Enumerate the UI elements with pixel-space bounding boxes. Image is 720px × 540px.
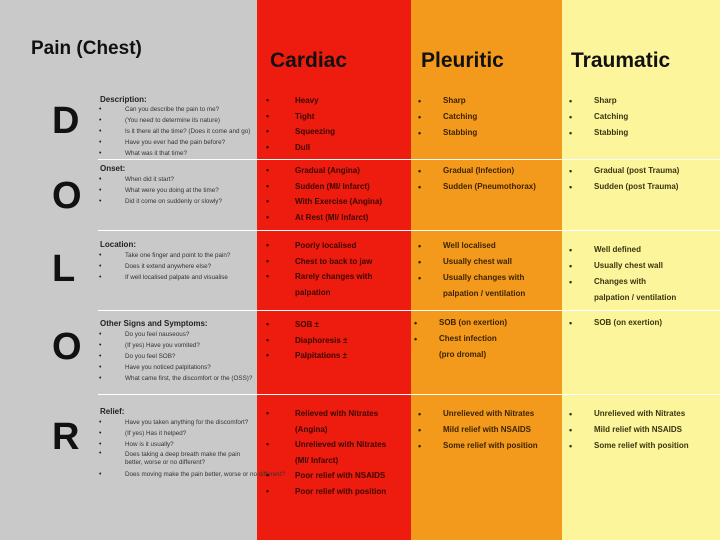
cardiac-item: (Angina) [295,424,328,434]
column-header-cardiac: Cardiac [270,49,348,72]
traumatic-item: • Stabbing [569,125,628,141]
cardiac-item: • Poor relief with position [266,484,386,500]
cardiac-item: • SOB ± [266,317,347,333]
question-item: • (If yes) Have you vomited? [98,340,252,351]
pleuritic-item: • Unrelieved with Nitrates [418,406,538,422]
mnemonic-letter: O [52,326,82,368]
traumatic-item: • Gradual (post Trauma) [569,163,679,179]
description-questions [98,104,250,159]
traumatic-relief [569,406,689,454]
pleuritic-item: • Gradual (Infection) [418,163,536,179]
pleuritic-item: • Sharp [418,93,477,109]
traumatic-item: • Mild relief with NSAIDS [569,422,689,438]
pleuritic-location [418,238,525,302]
section-label-description: Description: [100,95,147,104]
question-item: • What were you doing at the time? [98,185,222,196]
question-item: • Have you noticed palpitations? [98,362,252,373]
pleuritic-other-signs [414,315,507,363]
location-questions [98,250,230,283]
pleuritic-item: • Some relief with position [418,438,538,454]
traumatic-item: palpation / ventilation [594,293,677,302]
cardiac-item: • Gradual (Angina) [266,163,382,179]
cardiac-item: • Relieved with Nitrates [266,406,386,422]
traumatic-item: • SOB (on exertion) [569,315,662,331]
section-label-location: Location: [100,240,136,249]
cardiac-item: • Unrelieved with Nitrates [266,437,386,453]
cardiac-item: • Poor relief with NSAIDS [266,468,386,484]
traumatic-item: • Unrelieved with Nitrates [569,406,689,422]
pleuritic-item: • Chest infection [414,331,507,347]
question-item: • What came first, the discomfort or the (OSS)? [98,373,252,384]
column-header-traumatic: Traumatic [571,49,671,72]
mnemonic-letter: R [52,416,80,458]
row-divider [98,394,720,395]
question-item: • Take one finger and point to the pain? [98,250,230,261]
cardiac-item: • Rarely changes with [266,269,372,285]
mnemonic-letter: L [52,248,76,290]
relief-questions [98,417,285,480]
cardiac-item: (MI/ Infarct) [295,455,339,465]
traumatic-item: • Sharp [569,93,628,109]
pleuritic-item: • Stabbing [418,125,477,141]
pleuritic-item: • SOB (on exertion) [414,315,507,331]
pleuritic-item: • Well localised [418,238,525,254]
pleuritic-item: • Usually changes with [418,270,525,286]
traumatic-item: • Sudden (post Trauma) [569,179,679,195]
cardiac-relief [266,406,386,499]
mnemonic-letter: O [52,175,82,217]
cardiac-item: • Tight [266,109,335,125]
question-item: • What was it that time? [98,148,250,159]
question-item: • Is it there all the time? (Does it come and go) [98,126,250,137]
pleuritic-item: • Catching [418,109,477,125]
cardiac-item: • Diaphoresis ± [266,333,347,349]
pleuritic-item: • Usually chest wall [418,254,525,270]
question-item: • Does taking a deep breath make the pain better, worse or no different? [98,450,255,469]
question-item: • How is it usually? [98,439,255,450]
cardiac-item: • Dull [266,140,335,156]
question-item: • Did it come on suddenly or slowly? [98,196,222,207]
cardiac-item: • Sudden (MI/ Infarct) [266,179,382,195]
cardiac-item: • Chest to back to jaw [266,254,372,270]
cardiac-item: • Poorly localised [266,238,372,254]
cardiac-item: • Heavy [266,93,335,109]
cardiac-onset [266,163,382,225]
question-item: • Have you taken anything for the discomfort? [98,417,255,428]
cardiac-item: palpation [295,287,331,297]
traumatic-item: • Changes with [569,274,676,290]
page-title: Pain (Chest) [31,38,142,59]
question-item: • When did it start? [98,174,222,185]
question-item: • (You need to determine its nature) [98,115,250,126]
mnemonic-letter: D [52,100,80,142]
row-divider [98,230,720,231]
pleuritic-description [418,93,477,141]
traumatic-location [569,242,676,306]
question-item: • Have you ever had the pain before? [98,137,250,148]
pleuritic-item: • Sudden (Pneumothorax) [418,179,536,195]
column-header-pleuritic: Pleuritic [421,49,504,72]
other-signs-questions [98,329,252,384]
cardiac-item: • Palpitations ± [266,348,347,364]
question-item: • (If yes) Has it helped? [98,428,255,439]
traumatic-item: • Some relief with position [569,438,689,454]
pleuritic-relief [418,406,538,454]
question-item: • Does it extend anywhere else? [98,261,230,272]
question-item: • If well localised palpate and visualise [98,272,230,283]
question-item: • Do you feel nauseous? [98,329,252,340]
cardiac-item: • At Rest (MI/ Infarct) [266,210,382,226]
traumatic-item: • Catching [569,109,628,125]
pleuritic-item: • Mild relief with NSAIDS [418,422,538,438]
cardiac-location [266,238,372,300]
section-label-relief: Relief: [100,407,125,416]
traumatic-onset [569,163,679,195]
question-item: • Can you describe the pain to me? [98,104,250,115]
traumatic-description [569,93,628,141]
row-divider [98,310,720,311]
cardiac-description [266,93,335,155]
traumatic-item: • Well defined [569,242,676,258]
question-item: • Does moving make the pain better, worse or no different? [98,469,255,480]
pleuritic-item: (pro dromal) [439,350,487,359]
cardiac-other-signs [266,317,347,364]
row-divider [98,159,720,160]
cardiac-item: • Squeezing [266,124,335,140]
question-item: • Do you feel SOB? [98,351,252,362]
cardiac-item: • With Exercise (Angina) [266,194,382,210]
pleuritic-onset [418,163,536,195]
pleuritic-item: palpation / ventilation [443,289,526,298]
section-label-other-signs: Other Signs and Symptoms: [100,319,208,328]
section-label-onset: Onset: [100,164,126,173]
onset-questions [98,174,222,207]
traumatic-item: • Usually chest wall [569,258,676,274]
traumatic-other-signs [569,315,662,331]
